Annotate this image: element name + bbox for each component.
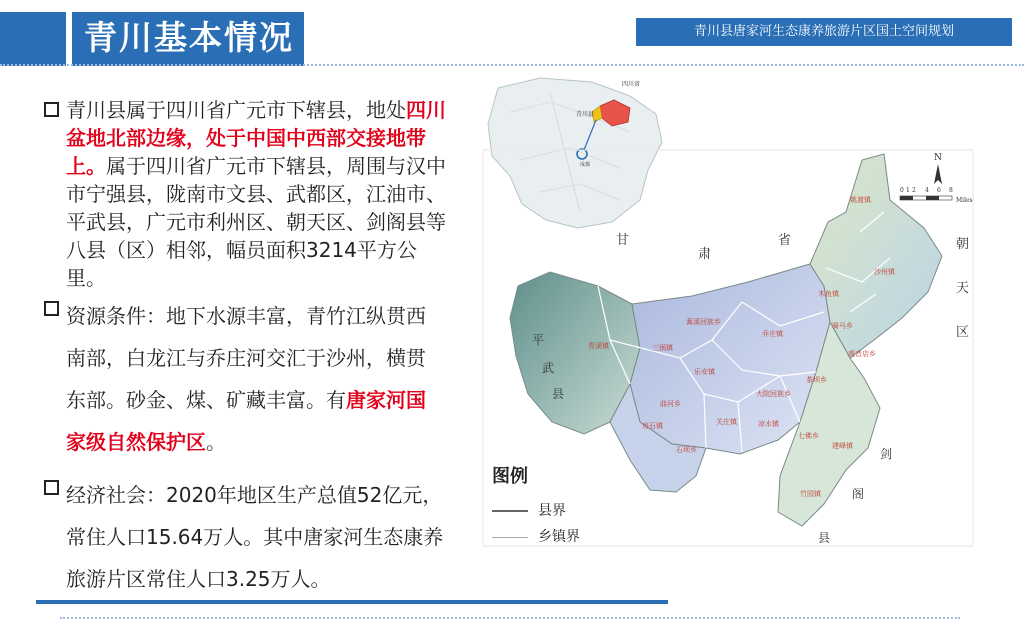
paragraph-location [44, 96, 454, 292]
jiange-label-1: 剑 [880, 447, 893, 461]
town-label: 曲河乡 [660, 400, 681, 408]
scale-unit: Miles [956, 197, 973, 204]
paragraph-resources [44, 295, 444, 463]
legend-item-county-border [492, 500, 566, 520]
square-bullet-icon [44, 301, 59, 316]
inset-province-label: 四川省 [622, 81, 641, 88]
gansu-label-2: 肃 [698, 247, 712, 262]
map-panel [480, 72, 974, 550]
compass-north-label: N [934, 153, 942, 163]
scale-tick-4: 6 [937, 187, 941, 194]
economy-text: 经济社会：2020年地区生产总值52亿元，常住人口15.64万人。其中唐家河生态康养旅游片区常住人口3.25万人。 [66, 483, 444, 591]
resources-text-1: 资源条件：地下水源丰富，青竹江纵贯西南部，白龙江与乔庄河交汇于沙州，横贯东部。砂金、煤、矿藏丰富。有 [66, 304, 426, 412]
location-highlight: 四川盆地北部边缘，处于中国中西部交接地带上。 [66, 98, 446, 178]
page-title: 青川基本情况 [84, 18, 294, 57]
square-bullet-icon [44, 480, 59, 495]
county-border-line-icon [492, 510, 528, 512]
town-label: 房石镇 [642, 422, 663, 430]
pingwu-label-3: 县 [552, 387, 565, 401]
town-label: 蒿溪回族乡 [686, 318, 721, 326]
town-label: 关庄镇 [716, 418, 737, 426]
resources-highlight: 唐家河国家级自然保护区 [66, 388, 426, 454]
square-bullet-icon [44, 102, 59, 117]
town-label: 木鱼镇 [818, 290, 839, 298]
title-accent-block [0, 12, 66, 66]
legend-title: 图例 [492, 466, 528, 487]
town-label: 沙州镇 [874, 268, 895, 276]
town-label: 骑马乡 [832, 322, 853, 330]
compass-arrow-icon [934, 164, 942, 184]
legend-label: 县界 [538, 503, 566, 519]
scale-tick-2: 2 [912, 187, 916, 194]
inset-city-label: 成都 [580, 162, 591, 168]
pingwu-label-1: 平 [532, 333, 545, 347]
jiange-label-3: 县 [818, 531, 831, 545]
chaotian-label-1: 朝 [956, 237, 970, 252]
town-label: 观音店乡 [848, 350, 876, 358]
location-text-1: 青川县属于四川省广元市下辖县，地处 [66, 98, 406, 122]
town-label: 竹园镇 [800, 490, 821, 498]
qingchuan-map [480, 72, 974, 550]
scale-tick-1: 1 [906, 187, 910, 194]
gansu-label-3: 省 [778, 233, 792, 248]
town-label: 七佛乡 [798, 432, 819, 440]
town-label: 乐安镇 [694, 368, 715, 376]
scale-tick-3: 4 [925, 187, 929, 194]
header-divider [0, 64, 1024, 66]
gansu-label-1: 甘 [616, 233, 630, 248]
town-label: 凉水镇 [758, 420, 779, 428]
town-label: 乔庄镇 [762, 330, 783, 338]
town-label: 三锅镇 [652, 344, 673, 352]
township-border-line-icon [492, 537, 528, 538]
pingwu-label-2: 武 [542, 361, 555, 375]
inset-county-label: 青川县 [576, 111, 595, 118]
location-text-2: 属于四川省广元市下辖县，周围与汉中市宁强县，陇南市文县、武都区，江油市、平武县，广元市利州区、朝天区、剑阁县等八县（区）相邻，幅员面积3214平方公里。 [66, 154, 446, 290]
town-label: 茶坝乡 [806, 376, 827, 384]
project-subtitle: 青川县唐家河生态康养旅游片区国土空间规划 [636, 18, 1012, 46]
town-label: 石坝乡 [676, 446, 697, 454]
legend-item-township-border [492, 526, 580, 546]
town-label: 青溪镇 [588, 342, 609, 350]
resources-text-2: 。 [206, 430, 226, 454]
town-label: 大院回族乡 [756, 390, 791, 398]
footer-accent-bar [36, 600, 668, 604]
chaotian-label-3: 区 [956, 325, 970, 340]
chaotian-label-2: 天 [956, 281, 970, 296]
jiange-label-2: 阁 [852, 487, 865, 501]
paragraph-economy [44, 474, 444, 600]
town-label: 建峰镇 [832, 442, 853, 450]
footer-divider [60, 617, 960, 619]
scale-bar [900, 196, 952, 200]
legend-label: 乡镇界 [538, 529, 580, 545]
scale-tick-5: 8 [949, 187, 953, 194]
town-label: 姚渡镇 [850, 196, 871, 204]
scale-tick-0: 0 [900, 187, 904, 194]
